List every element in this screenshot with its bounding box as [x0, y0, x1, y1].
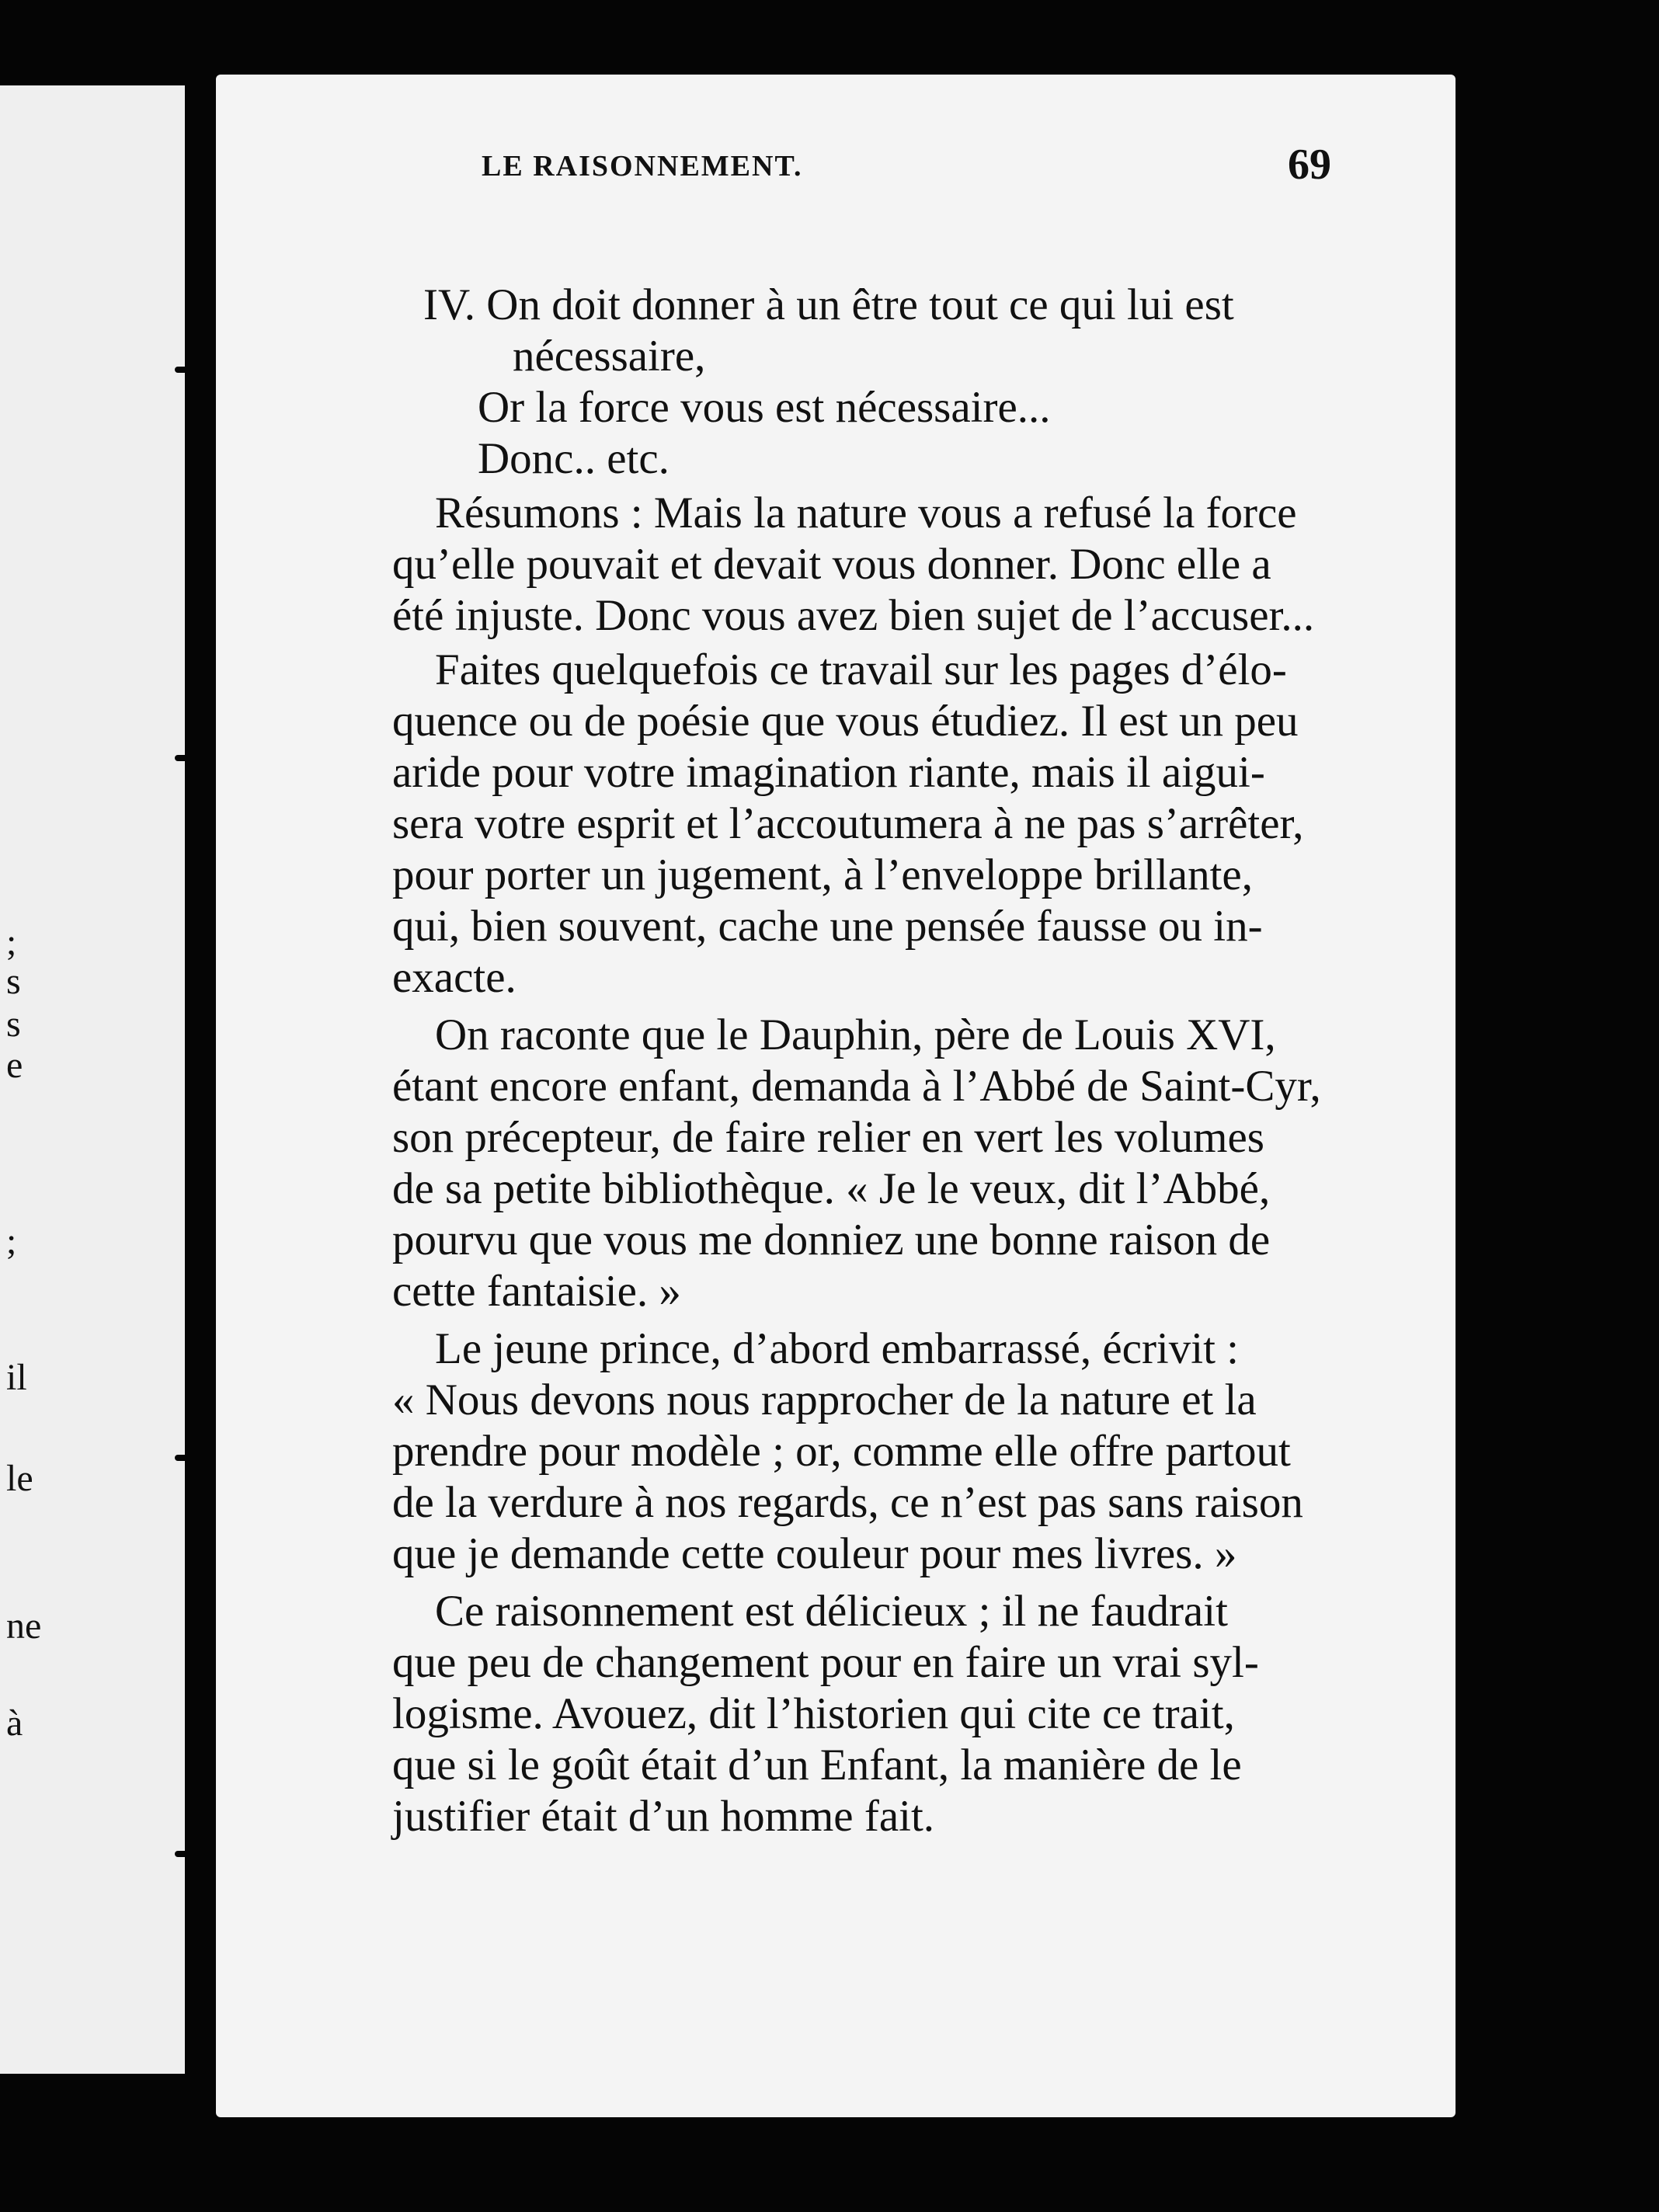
page-number: 69: [1288, 141, 1331, 189]
text-line: nécessaire,: [513, 332, 706, 381]
text-line: pour porter un jugement, à l’enveloppe brillante,: [392, 850, 1253, 899]
text-line: Or la force vous est nécessaire...: [478, 383, 1051, 432]
text-line: cette fantaisie. »: [392, 1267, 681, 1316]
left-page-fragment: e: [6, 1045, 23, 1086]
text-line: On raconte que le Dauphin, père de Louis XVI,: [435, 1010, 1276, 1059]
left-page-fragment: s: [6, 1003, 21, 1045]
text-line: étant encore enfant, demanda à l’Abbé de Saint-Cyr,: [392, 1062, 1321, 1111]
left-page-fragment: ;: [6, 1221, 17, 1262]
text-line: que si le goût était d’un Enfant, la manière de le: [392, 1741, 1242, 1789]
text-line: Ce raisonnement est délicieux ; il ne faudrait: [435, 1587, 1228, 1636]
left-page-fragment: à: [6, 1702, 23, 1744]
left-page-fragment: ne: [6, 1605, 42, 1647]
text-line: quence ou de poésie que vous étudiez. Il est un peu: [392, 697, 1299, 746]
page-header: [482, 140, 1331, 202]
left-page-fragment: il: [6, 1357, 27, 1398]
text-line: été injuste. Donc vous avez bien sujet de l’accuser...: [392, 591, 1315, 640]
text-line: « Nous devons nous rapprocher de la nature et la: [392, 1376, 1257, 1424]
left-page-fragment: ;: [6, 922, 17, 963]
text-line: de sa petite bibliothèque. « Je le veux, dit l’Abbé,: [392, 1164, 1271, 1213]
running-head: LE RAISONNEMENT.: [482, 150, 803, 183]
left-neighbour-page: [0, 85, 185, 2074]
text-line: prendre pour modèle ; or, comme elle offre partout: [392, 1427, 1291, 1476]
text-line: logisme. Avouez, dit l’historien qui cite ce trait,: [392, 1689, 1235, 1738]
left-page-fragment: s: [6, 961, 21, 1002]
text-line: que je demande cette couleur pour mes livres. »: [392, 1529, 1237, 1578]
text-line: que peu de changement pour en faire un vrai syl-: [392, 1638, 1259, 1687]
text-line: Le jeune prince, d’abord embarrassé, écrivit :: [435, 1324, 1240, 1373]
text-line: exacte.: [392, 953, 516, 1002]
left-page-fragment: le: [6, 1458, 33, 1499]
book-gutter: [185, 78, 216, 2113]
text-line: Résumons : Mais la nature vous a refusé la force: [435, 489, 1297, 537]
text-line: justifier était d’un homme fait.: [392, 1792, 935, 1841]
text-line: Faites quelquefois ce travail sur les pages d’élo-: [435, 645, 1287, 694]
text-line: qu’elle pouvait et devait vous donner. Donc elle a: [392, 540, 1271, 589]
text-line: pourvu que vous me donniez une bonne raison de: [392, 1216, 1271, 1264]
text-line: aride pour votre imagination riante, mais il aigui-: [392, 748, 1265, 797]
text-line: de la verdure à nos regards, ce n’est pas sans raison: [392, 1478, 1303, 1527]
text-line: sera votre esprit et l’accoutumera à ne pas s’arrêter,: [392, 799, 1304, 848]
text-line: son précepteur, de faire relier en vert les volumes: [392, 1113, 1264, 1162]
text-line: Donc.. etc.: [478, 434, 670, 483]
text-line: IV. On doit donner à un être tout ce qui lui est: [423, 280, 1234, 329]
text-line: qui, bien souvent, cache une pensée fausse ou in-: [392, 902, 1263, 951]
